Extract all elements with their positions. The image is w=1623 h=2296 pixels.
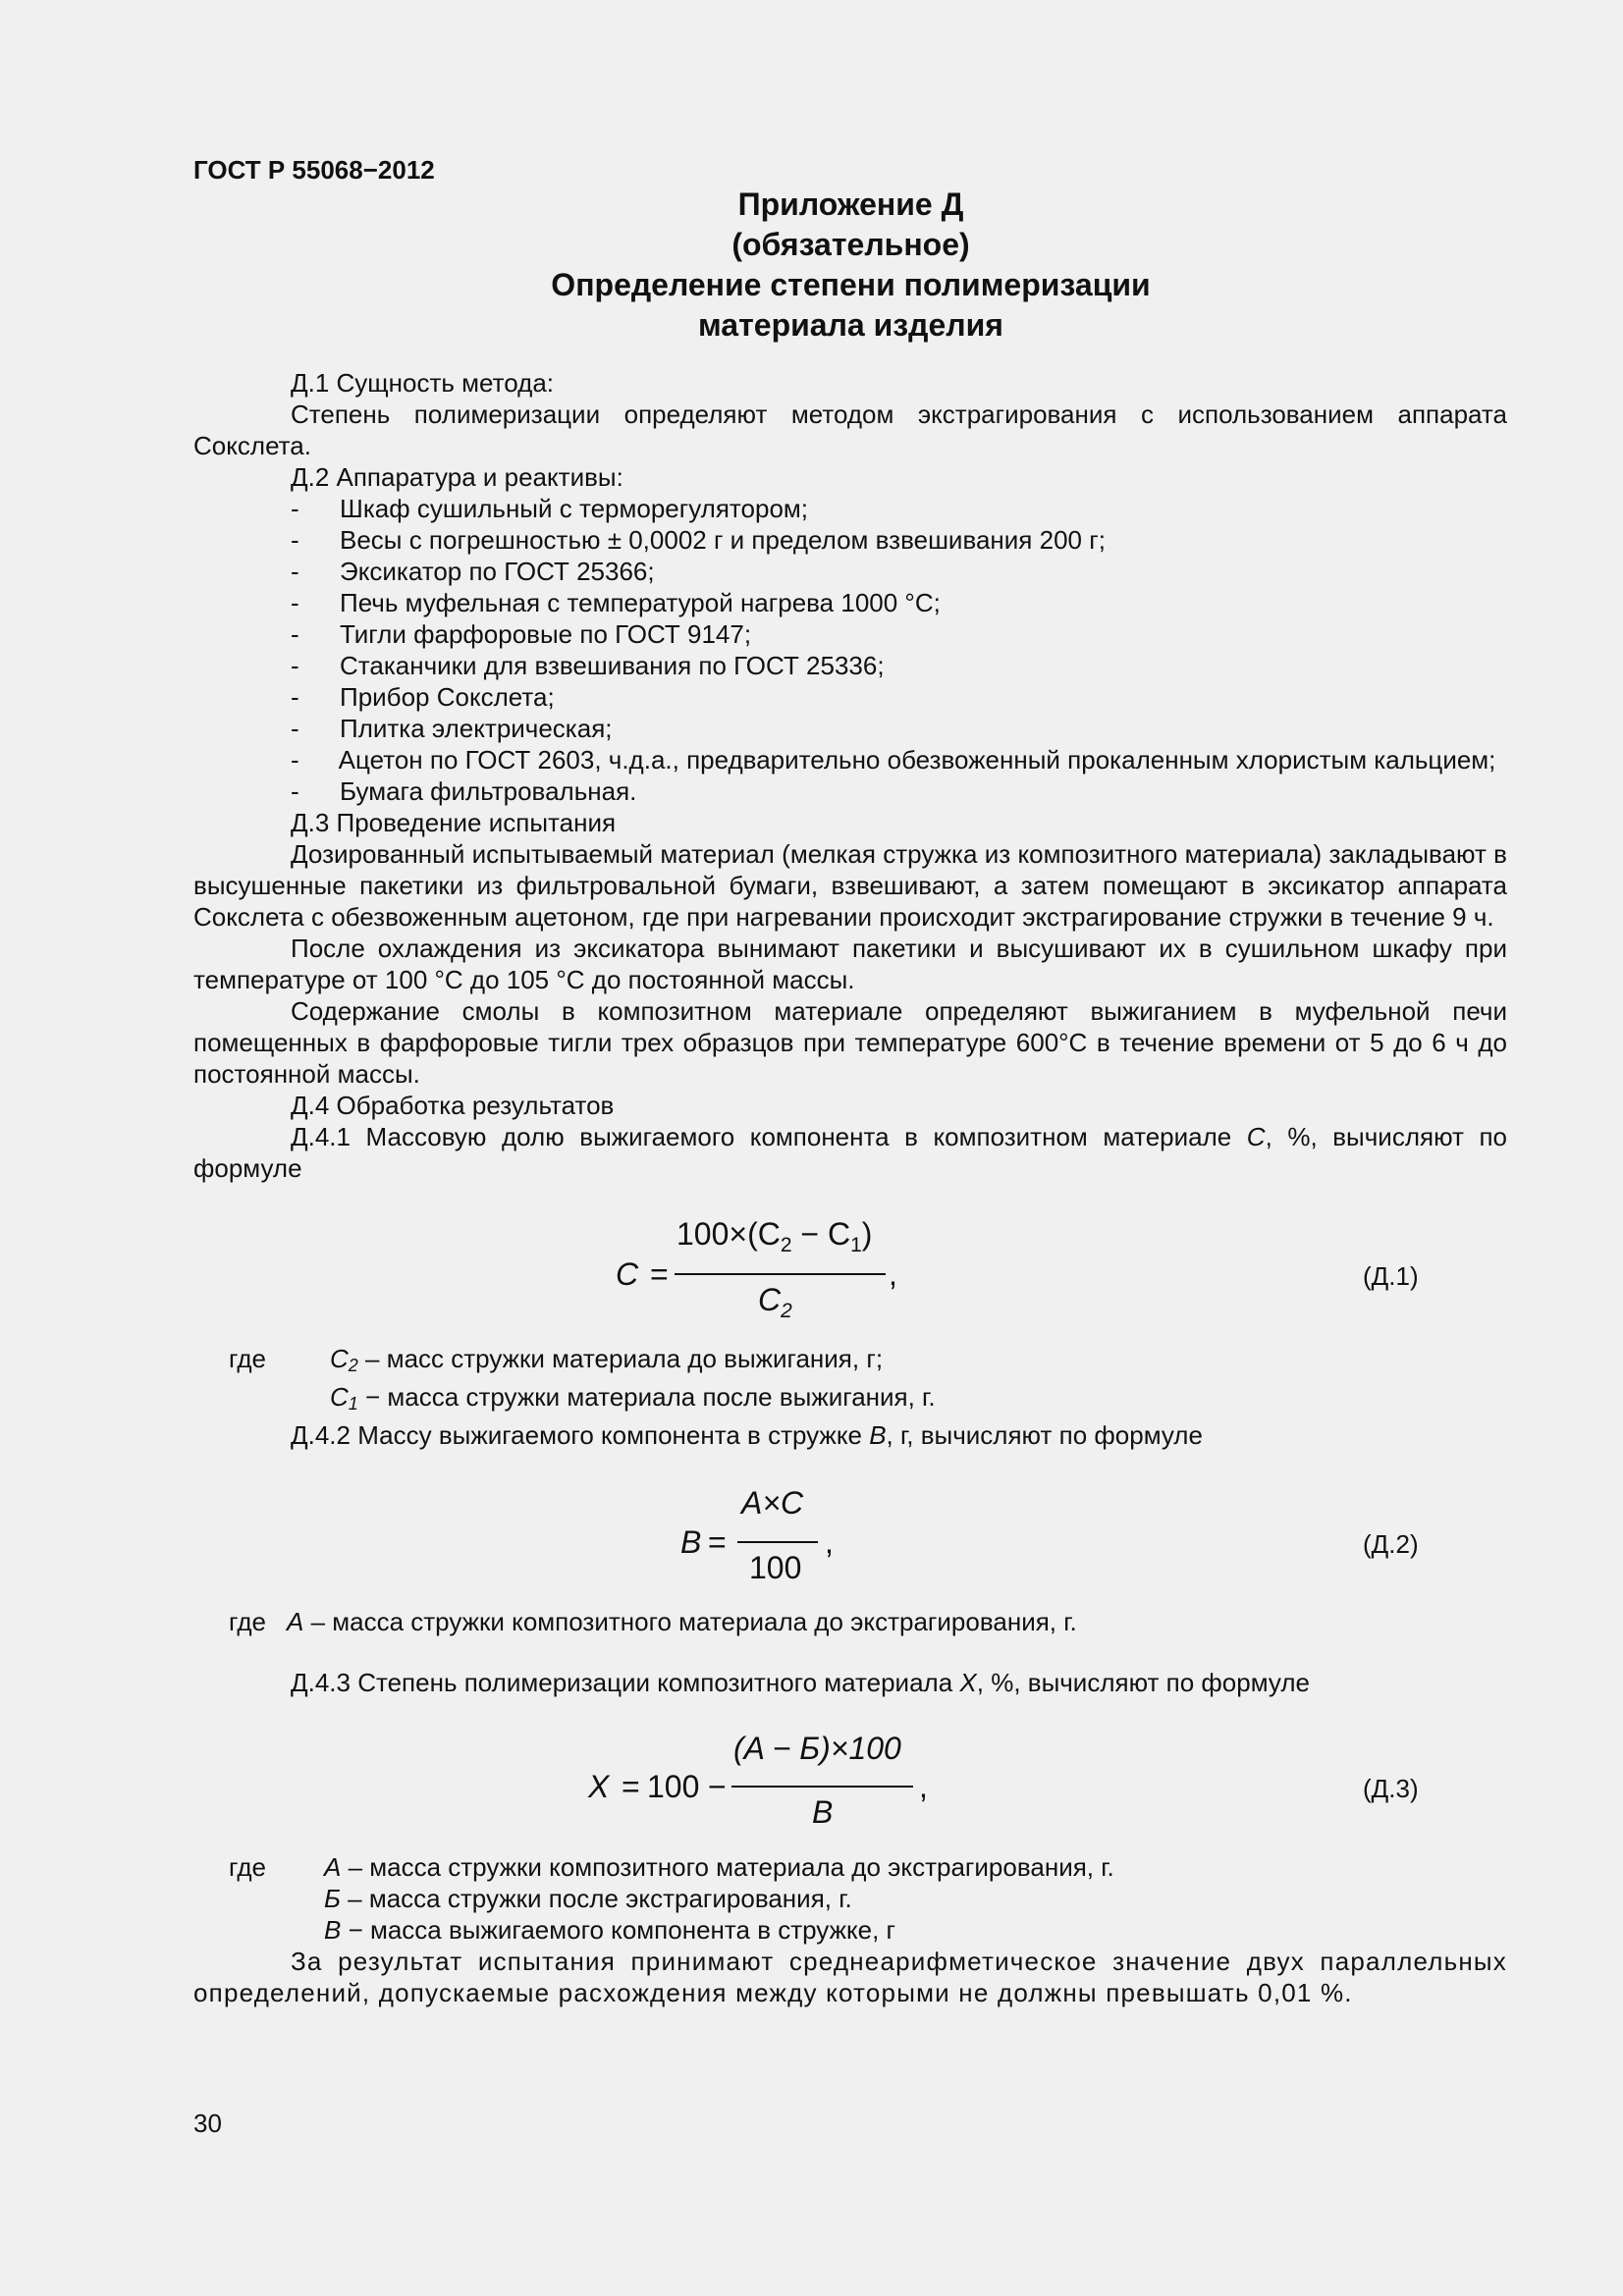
list-item: - Весы с погрешностью ± 0,0002 г и пределом взвешивания 200 г; bbox=[291, 525, 1106, 555]
where-block-2: где А – масса стружки композитного материала до экстрагирования, г. bbox=[193, 1606, 1507, 1637]
d3-paragraph-1: Дозированный испытываемый материал (мелкая стружка из композитного материала) закладывают в высушенные пакетики из фильтровальной бумаги, взвешивают, а затем помещают в эксикатор аппарата Сокслета с обезвоженным ацетоном, где при нагревании происходит экстрагирование стружки в течение 9 ч. bbox=[193, 839, 1507, 932]
def-b: Б – масса стружки после экстрагирования, г. bbox=[324, 1884, 852, 1913]
title-line-3: Определение степени полимеризации bbox=[551, 267, 1151, 302]
f2-numerator: A×C bbox=[741, 1485, 804, 1521]
appendix-title bbox=[0, 185, 1623, 346]
def-v: В − масса выжигаемого компонента в стружке, г bbox=[324, 1915, 896, 1945]
f3-eq: = bbox=[622, 1769, 640, 1804]
f3-label: (Д.3) bbox=[1363, 1774, 1419, 1803]
d2-heading: Д.2 Аппаратура и реактивы: bbox=[291, 462, 623, 492]
list-item: - Шкаф сушильный с терморегулятором; bbox=[291, 494, 809, 523]
where-block-1: где C2 – масс стружки материала до выжигания, г; C1 − масса стружки материала после выжигания, г. bbox=[193, 1343, 1507, 1419]
f3-comma: , bbox=[919, 1769, 928, 1804]
formula-d3 bbox=[193, 1698, 1507, 1851]
f1-numerator: $100\times(C_2 - C_1)$ bbox=[676, 1216, 873, 1256]
f3-lhs: X bbox=[588, 1769, 610, 1804]
f3-denominator: B bbox=[812, 1794, 834, 1830]
f1-label: (Д.1) bbox=[1363, 1261, 1419, 1291]
d3-heading: Д.3 Проведение испытания bbox=[291, 808, 617, 837]
page-number: 30 bbox=[193, 2109, 222, 2138]
list-item: - Тигли фарфоровые по ГОСТ 9147; bbox=[291, 619, 752, 649]
f1-lhs: C bbox=[616, 1256, 639, 1292]
final-paragraph: За результат испытания принимают среднеарифметическое значение двух параллельных определений, допускаемые расхождения между которыми не должны превышать 0,01 %. bbox=[193, 1947, 1507, 2007]
def-c2: C2 – масс стружки материала до выжигания, г; bbox=[330, 1344, 884, 1375]
title-line-1: Приложение Д bbox=[737, 187, 964, 222]
def-c1: C1 − масса стружки материала после выжигания, г. bbox=[330, 1382, 936, 1414]
list-item: - Плитка электрическая; bbox=[291, 714, 613, 743]
title-line-4: материала изделия bbox=[698, 307, 1003, 343]
list-item-wrapped: - Ацетон по ГОСТ 2603, ч.д.а., предварительно обезвоженный прокаленным хлористым кальцием; bbox=[291, 745, 1496, 774]
f2-comma: , bbox=[825, 1524, 834, 1560]
def-a: А – масса стружки композитного материала до экстрагирования, г. bbox=[324, 1852, 1114, 1882]
where-block-3: где А – масса стружки композитного материала до экстрагирования, г. Б – масса стружки после экстрагирования, г. В − масса выжигаемого компонента в стружке, г bbox=[193, 1851, 1507, 1946]
formula-d2 bbox=[193, 1451, 1507, 1606]
f1-denominator: $C_2$ bbox=[758, 1282, 792, 1322]
def-a: А – масса стружки композитного материала до экстрагирования, г. bbox=[287, 1607, 1077, 1636]
list-item: - Стаканчики для взвешивания по ГОСТ 25336; bbox=[291, 651, 885, 680]
f1-comma: , bbox=[889, 1256, 897, 1292]
equipment-list bbox=[193, 493, 1507, 807]
list-item: - Прибор Сокслета; bbox=[291, 682, 555, 712]
document-body bbox=[193, 367, 1507, 2008]
list-item: - Эксикатор по ГОСТ 25366; bbox=[291, 557, 655, 586]
formula-d1 bbox=[193, 1184, 1507, 1343]
f3-minus: − bbox=[708, 1769, 727, 1804]
f3-numerator: (A − Б)×100 bbox=[733, 1731, 901, 1766]
f2-denominator: 100 bbox=[749, 1550, 802, 1585]
standard-code: ГОСТ Р 55068−2012 bbox=[193, 155, 435, 185]
d41-text: Д.4.1 Массовую долю выжигаемого компонента в композитном материале С, %, вычисляют по формуле bbox=[193, 1122, 1507, 1183]
list-item: - Бумага фильтровальная. bbox=[291, 776, 637, 806]
d3-paragraph-3: Содержание смолы в композитном материале определяют выжиганием в муфельной печи помещенных в фарфоровые тигли трех образцов при температуре 600°С в течение времени от 5 до 6 ч до постоянной массы. bbox=[193, 996, 1507, 1089]
d3-paragraph-2: После охлаждения из эксикатора вынимают пакетики и высушивают их в сушильном шкафу при температуре от 100 °С до 105 °С до постоянной массы. bbox=[193, 934, 1507, 994]
f2-lhs: B bbox=[680, 1524, 702, 1560]
f1-eq: = bbox=[650, 1256, 669, 1292]
d1-heading: Д.1 Сущность метода: bbox=[291, 368, 555, 398]
f2-eq: = bbox=[708, 1524, 727, 1560]
f3-const: 100 bbox=[647, 1769, 700, 1804]
f2-label: (Д.2) bbox=[1363, 1529, 1419, 1559]
d1-text: Степень полимеризации определяют методом экстрагирования с использованием аппарата Сокслета. bbox=[193, 400, 1507, 460]
list-item: - Печь муфельная с температурой нагрева 1000 °С; bbox=[291, 588, 941, 617]
d42-text: Д.4.2 Массу выжигаемого компонента в стружке В, г, вычисляют по формуле bbox=[291, 1420, 1203, 1450]
d4-heading: Д.4 Обработка результатов bbox=[291, 1091, 615, 1120]
d43-text: Д.4.3 Степень полимеризации композитного материала Х, %, вычисляют по формуле bbox=[291, 1668, 1310, 1697]
title-line-2: (обязательное) bbox=[731, 227, 970, 262]
